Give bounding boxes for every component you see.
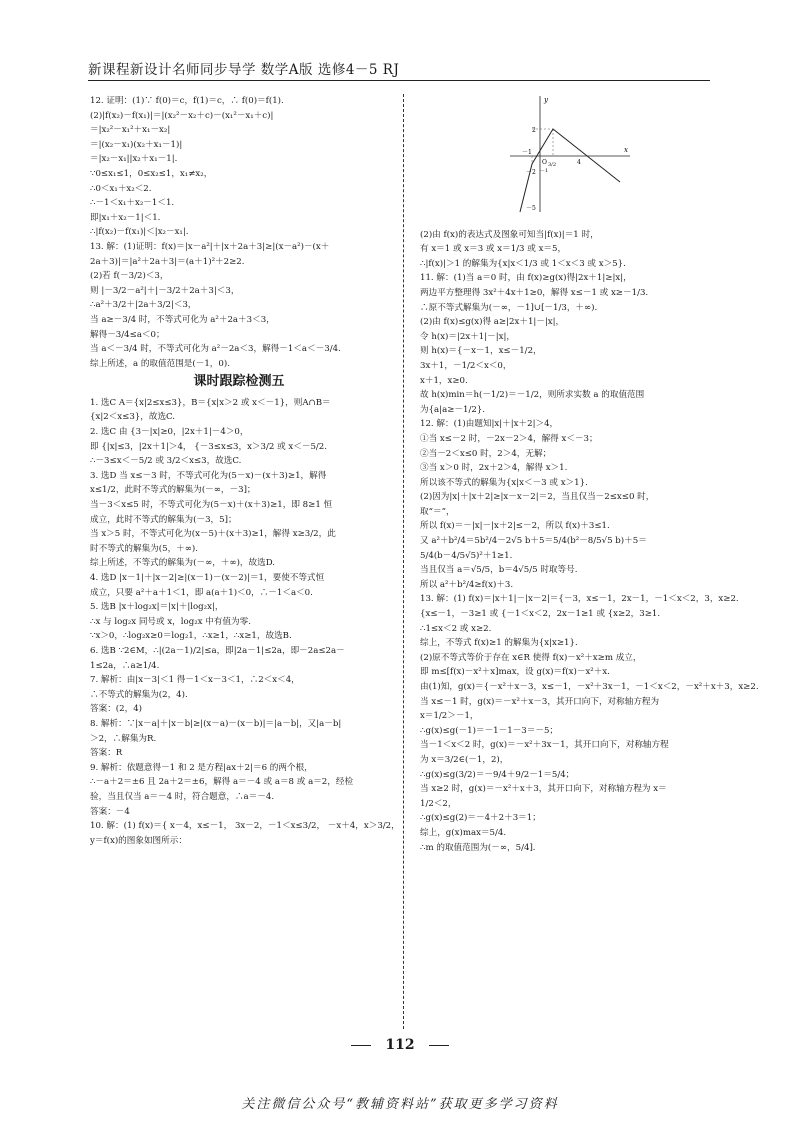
right_column-lines-line: 综上，g(x)max＝5/4. [420, 827, 507, 838]
left_column-lines_after_section-line: 时不等式的解集为(5，＋∞). [90, 543, 199, 554]
left_column-lines_after_section-line: 综上所述，不等式的解集为(－∞，＋∞)，故选D. [90, 558, 276, 569]
left-column [90, 94, 400, 1029]
left-lines-before [90, 94, 388, 371]
right_column-lines-line: ∴|f(x)|＞1 的解集为{x|x＜1/3 或 1＜x＜3 或 x＞5}. [420, 258, 626, 269]
right_column-lines-line: 有 x＝1 或 x＝3 或 x＝1/3 或 x＝5， [420, 244, 567, 255]
right_column-lines-line: ∴g(x)≤g(2)＝－4＋2＋3＝1； [420, 813, 541, 824]
right_column-lines-line: (2)由 f(x)的表达式及图象可知当|f(x)|＝1 时， [420, 229, 599, 240]
right_column-lines-line: ∴1≤x＜2 或 x≥2. [420, 623, 492, 634]
right_column-lines-line: 令 h(x)＝|2x＋1|－|x|， [420, 331, 515, 342]
right_column-lines-line: ∴m 的取值范围为(－∞，5/4]. [420, 842, 536, 853]
right_column-lines-line: 当－1＜x＜2 时，g(x)＝－x²＋3x－1，其开口向下，对称轴方程 [420, 740, 669, 751]
left_column-lines_after_section-line: 1≤2a，∴a≥1/4. [90, 660, 160, 671]
left_column-lines_after_section-line: ∴－a＋2＝±6 且 2a＋2＝±6，解得 a＝－4 或 a＝8 或 a＝2，经检 [90, 777, 354, 788]
right_column-lines-line: 当 x≤－1 时，g(x)＝－x²＋x－3，其开口向下，对称轴方程为 [420, 696, 660, 707]
left_column-lines_after_section-line: 答案：－4 [90, 806, 130, 817]
left_column-lines_before_section-line: ∴－1＜x₁＋x₂－1＜1. [90, 198, 175, 209]
page-header [88, 58, 710, 81]
left_column-lines_after_section-line: y＝f(x)的图象如图所示： [90, 835, 187, 846]
right_column-lines-line: 当且仅当 a＝√5/5，b＝4√5/5 时取等号. [420, 565, 578, 576]
right_column-lines-line: 所以该不等式的解集为{x|x＜－3 或 x＞1}. [420, 477, 588, 488]
page-number [0, 1037, 800, 1053]
page-number-dash-right [429, 1045, 449, 1046]
graph-label-x4: 4 [577, 159, 581, 166]
left_column-lines_before_section-line: 解得－3/4≤a＜0； [90, 329, 165, 340]
left_column-lines_after_section-line: 当 x＞5 时，不等式可化为(x－5)＋(x＋3)≥1，解得 x≥3/2，此 [90, 529, 336, 540]
left_column-lines_after_section-line: 1. 选C A＝{x|2≤x≤3}，B＝{x|x＞2 或 x＜－1}，则A∩B＝ [90, 397, 331, 408]
graph-label-x15: 3/2 [548, 162, 557, 168]
graph-label-y-5: －5 [526, 205, 536, 212]
right_column-lines-line: 13. 解：(1) f(x)＝|x＋1|－|x－2|＝{－3，x≤－1，2x－1，－1＜x＜2，3，x≥2. [420, 594, 739, 605]
left_column-lines_before_section-line: ＝|x₂－x₁||x₂＋x₁－1|. [90, 154, 178, 165]
left_column-lines_before_section-line: 综上所述，a 的取值范围是(－1，0). [90, 358, 230, 369]
right_column-lines-line: ∴原不等式解集为(－∞，－1]∪[－1/3，＋∞). [420, 302, 598, 313]
right_column-lines-line: ①当 x≤－2 时，－2x－2＞4，解得 x＜－3； [420, 433, 598, 444]
footer-note: 关注微信公众号“教辅资料站”获取更多学习资料 [241, 1097, 559, 1112]
left_column-lines_after_section-line: 当－3＜x≤5 时，不等式可化为(5－x)＋(x＋3)≥1，即 8≥1 恒 [90, 500, 333, 511]
left_column-lines_before_section-line: (2)|f(x₂)－f(x₁)|＝|(x₂²－x₂＋c)－(x₁²－x₁＋c)| [90, 110, 274, 121]
page-number-dash-left [351, 1045, 371, 1046]
right_column-lines-line: 故 h(x)min＝h(－1/2)＝－1/2，则所求实数 a 的取值范围 [420, 390, 645, 401]
right_column-lines-line: 由(1)知，g(x)＝{－x²＋x－3，x≤－1，－x²＋3x－1，－1＜x＜2，－x²＋x＋3，x≥2. [420, 682, 759, 692]
left_column-lines_after_section-line: 答案：(2，4) [90, 704, 143, 715]
left_column-lines_after_section-line: ∴－3≤x＜－5/2 或 3/2＜x≤3，故选C. [90, 456, 242, 467]
graph-label-y: y [544, 96, 548, 104]
right_column-lines-line: 取“＝”， [420, 506, 455, 517]
right_column-lines-line: 所以 f(x)＝－|x|－|x＋2|≤－2，所以 f(x)＋3≤1. [420, 521, 610, 532]
right_column-lines-line: ③当 x＞0 时，2x＋2＞4，解得 x＞1. [420, 463, 568, 474]
graph-label-y2: 2 [532, 127, 536, 134]
right_column-lines-line: {x≤－1，－3≥1 或 {－1＜x＜2，2x－1≥1 或 {x≥2，3≥1. [420, 609, 661, 620]
right_column-lines-line: x＝1/2＞－1， [420, 711, 479, 722]
left_column-lines_after_section-line: {x|2＜x≤3}，故选C. [90, 412, 176, 423]
left_column-lines_after_section-line: ∴不等式的解集为(2，4). [90, 689, 188, 700]
right_column-lines-line: 又 a²＋b²/4＝5b²/4－2√5 b＋5＝5/4(b²－8/5√5 b)＋5＝ [420, 536, 647, 547]
left_column-lines_before_section-line: ∴|f(x₂)－f(x₁)|＜|x₂－x₁|. [90, 227, 189, 238]
left_column-lines_before_section-line: 13. 解：(1)证明：f(x)＝|x－a²|＋|x＋2a＋3|≥|(x－a²)－(x＋ [90, 241, 330, 252]
left_column-lines_before_section-line: 当 a＜－3/4 时，不等式可化为 a²－2a＜3，解得－1＜a＜－3/4. [90, 344, 341, 355]
graph-label-x: x [624, 146, 628, 154]
left_column-lines_before_section-line: 12. 证明：(1)∵ f(0)＝c，f(1)＝c，∴ f(0)＝f(1). [90, 96, 284, 106]
graph-label-origin: O [542, 159, 547, 166]
left_column-lines_after_section-line: 5. 选B |x＋log₂x|＝|x|＋|log₂x|， [90, 602, 224, 613]
left_column-lines_after_section-line: 8. 解析：∵|x－a|＋|x－b|≥|(x－a)－(x－b)|＝|a－b|，又|a－b| [90, 718, 342, 729]
right_column-lines-line: 则 h(x)＝{－x－1，x≤－1/2， [420, 346, 542, 357]
right_column-lines-line: 即 m≤[f(x)－x²＋x]max，设 g(x)＝f(x)－x²＋x. [420, 667, 610, 678]
section-title: 课时跟踪检测五 [193, 374, 285, 390]
column-divider [403, 94, 404, 1029]
right_column-lines-line: 为 x＝3/2∈(－1，2)， [420, 754, 509, 765]
left_column-lines_before_section-line: ∵0≤x₁≤1，0≤x₂≤1，x₁≠x₂， [90, 168, 213, 179]
right_column-lines-line: (2)由 f(x)≤g(x)得 a≥|2x＋1|－|x|， [420, 317, 565, 328]
left_column-lines_before_section-line: ∴a²＋3/2＋|2a＋3/2|＜3， [90, 300, 197, 311]
header-title: 新课程新设计名师同步导学 数学A版 选修4－5 RJ [88, 62, 400, 78]
left_column-lines_after_section-line: 即 {|x|≤3，|2x＋1|＞4， {－3≤x≤3，x＞3/2 或 x＜－5/2. [90, 441, 328, 452]
right_column-lines-line: (2)原不等式等价于存在 x∈R 使得 f(x)－x²＋x≥m 成立， [420, 652, 642, 663]
left_column-lines_after_section-line: 4. 选D |x－1|＋|x－2|≥|(x－1)－(x－2)|＝1，要使不等式恒 [90, 573, 325, 583]
left_column-lines_before_section-line: (2)若 f(－3/2)＜3， [90, 271, 169, 282]
left_column-lines_before_section-line: 2a＋3)|＝|a²＋2a＋3|＝(a＋1)²＋2≥2. [90, 256, 245, 267]
left_column-lines_after_section-line: 验，当且仅当 a＝－4 时，符合题意，∴a＝－4. [90, 791, 275, 802]
right_column-lines-line: 当 x≥2 时，g(x)＝－x²＋x＋3，其开口向下，对称轴方程为 x＝ [420, 784, 667, 795]
right_column-lines-line: 为{a|a≥－1/2}. [420, 404, 486, 415]
right_column-lines-line: (2)因为|x|＋|x＋2|≥|x－x－2|＝2，当且仅当－2≤x≤0 时， [420, 492, 655, 503]
right_column-lines-line: ②当－2＜x≤0 时，2＞4，无解； [420, 448, 552, 459]
left_column-lines_after_section-line: ∴x 与 log₂x 同号或 x，log₂x 中有值为零. [90, 616, 251, 627]
left_column-lines_after_section-line: 10. 解：(1) f(x)＝{ x－4，x≤－1， 3x－2，－1＜x≤3/2， －x＋4，x＞3/2， [90, 821, 400, 832]
left_column-lines_after_section-line: ∵x＞0，∴log₂x≥0＝log₂1，∴x≥1，∴x≥1，故选B. [90, 631, 292, 642]
right_column-lines-line: ∴g(x)≤g(－1)＝－1－1－3＝－5； [420, 725, 559, 736]
right_column-lines-line: 两边平方整理得 3x²＋4x＋1≥0，解得 x≤－1 或 x≥－1/3. [420, 287, 649, 298]
right-column [420, 94, 759, 1029]
left_column-lines_after_section-line: 成立，此时不等式的解集为(－3，5]； [90, 514, 237, 525]
right_column-lines-line: 5/4(b－4/5√5)²＋1≥1. [420, 550, 513, 561]
graph-label-y-1: －1 [540, 168, 549, 174]
right-lines [420, 228, 759, 856]
page-number-value: 112 [385, 1037, 415, 1053]
left_column-lines_before_section-line: 则 |－3/2－a²|＋|－3/2＋2a＋3|＜3， [90, 285, 240, 296]
right_column-lines-line: 所以 a²＋b²/4≥f(x)＋3. [420, 579, 514, 590]
left_column-lines_after_section-line: 成立，只要 a²＋a＋1＜1，即 a(a＋1)＜0，∴－1＜a＜0. [90, 587, 313, 598]
left_column-lines_before_section-line: ＝|x₂²－x₁²＋x₁－x₂| [90, 125, 171, 136]
left_column-lines_before_section-line: ＝|(x₂－x₁)(x₂＋x₁－1)| [90, 139, 183, 150]
right_column-lines-line: 综上，不等式 f(x)≥1 的解集为{x|x≥1}. [420, 638, 578, 649]
right_column-lines-line: ∴g(x)≤g(3/2)＝－9/4＋9/2－1＝5/4； [420, 769, 575, 780]
left_column-lines_after_section-line: 2. 选C 由 {3－|x|≥0，|2x＋1|－4＞0， [90, 427, 249, 438]
right_column-lines-line: 12. 解：(1)由题知|x|＋|x＋2|＞4， [420, 419, 559, 430]
right_column-lines-line: 1/2＜2， [420, 798, 457, 809]
graph-label-x-1: －1 [522, 149, 532, 156]
left_column-lines_before_section-line: 即|x₁＋x₂－1|＜1. [90, 212, 161, 223]
left_column-lines_before_section-line: 当 a≥－3/4 时，不等式可化为 a²＋2a＋3＜3， [90, 314, 275, 325]
graph-label-y-2: －2 [526, 169, 536, 176]
right_column-lines-line: 11. 解：(1)当 a＝0 时，由 f(x)≥g(x)得|2x＋1|≥|x|， [420, 273, 632, 284]
left_column-lines_after_section-line: ＞2，∴解集为R. [90, 733, 157, 744]
left_column-lines_after_section-line: 7. 解析：由|x－3|＜1 得－1＜x－3＜1，∴2＜x＜4， [90, 675, 300, 686]
left_column-lines_after_section-line: 6. 选B ∵2∈M，∴|(2a－1)/2|≤a，即|2a－1|≤2a，即－2a≤2a－ [90, 645, 345, 656]
function-graph [420, 94, 712, 218]
left_column-lines_after_section-line: 答案：R [90, 748, 123, 759]
left_column-lines_before_section-line: ∴0＜x₁＋x₂＜2. [90, 183, 152, 194]
left_column-lines_after_section-line: 3. 选D 当 x≤－3 时，不等式可化为(5－x)－(x＋3)≥1，解得 [90, 470, 327, 481]
left_column-lines_after_section-line: x≤1/2，此时不等式的解集为(－∞，－3]； [90, 485, 256, 496]
right_column-lines-line: 3x＋1，－1/2＜x＜0， [420, 360, 512, 371]
left-lines-after [90, 396, 400, 848]
left_column-lines_after_section-line: 9. 解析：依题意得－1 和 2 是方程|ax＋2|＝6 的两个根， [90, 762, 313, 773]
right_column-lines-line: x＋1，x≥0. [420, 375, 468, 386]
